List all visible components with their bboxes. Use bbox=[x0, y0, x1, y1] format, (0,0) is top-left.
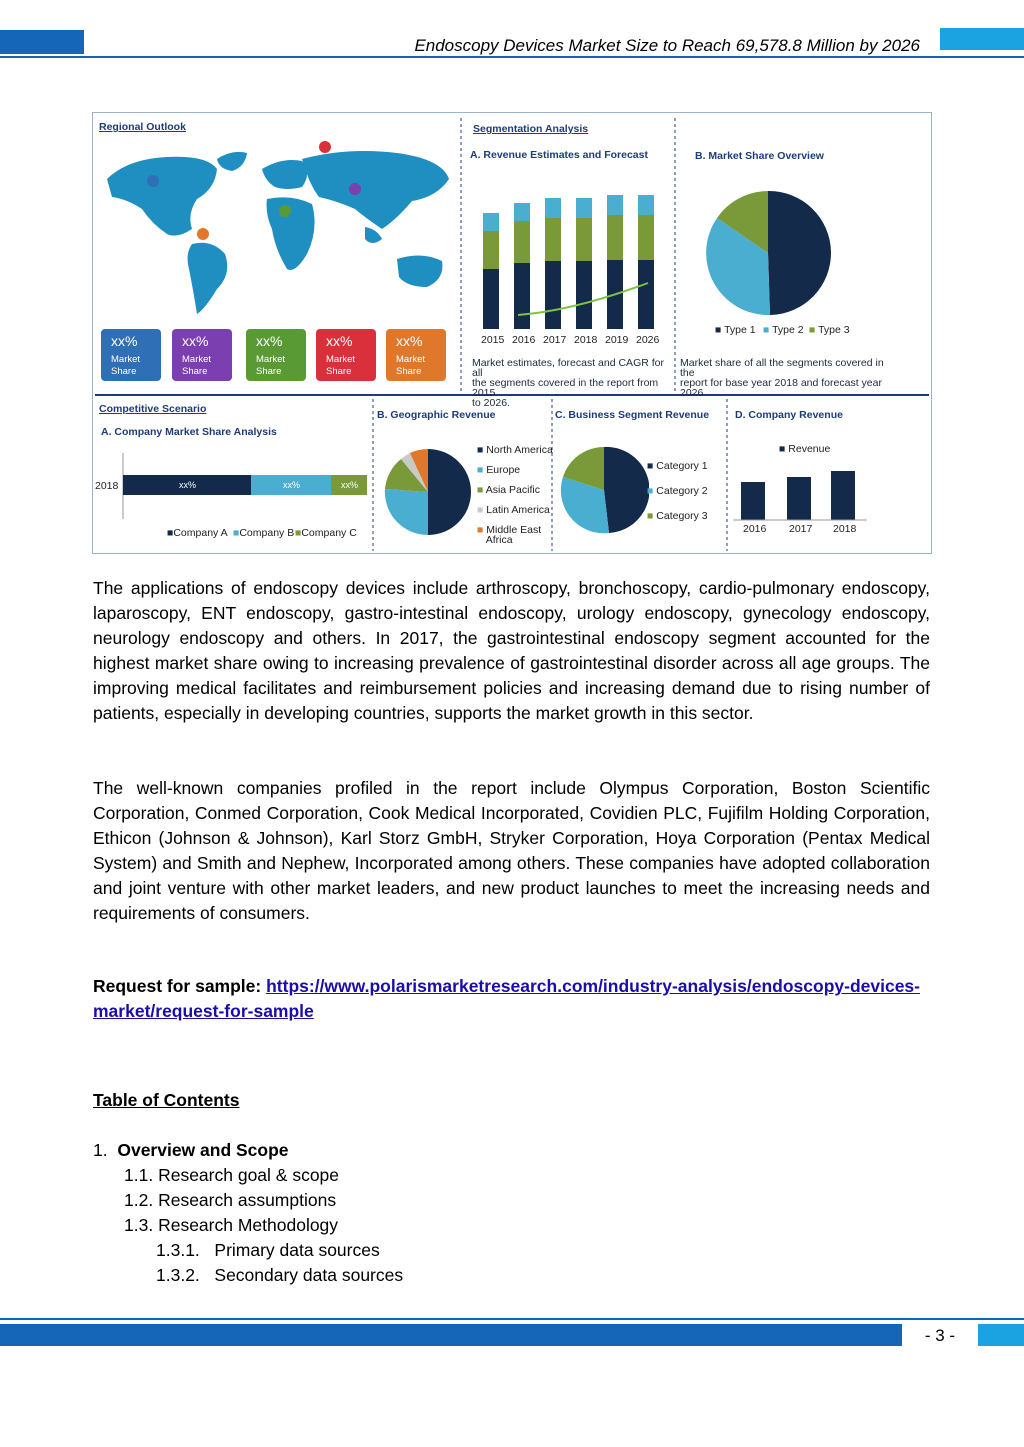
note-line: Market estimates, forecast and CAGR for all bbox=[472, 357, 664, 379]
legend-label: Africa bbox=[485, 534, 513, 546]
market-share-card bbox=[101, 329, 161, 381]
company-revenue-bars bbox=[733, 458, 873, 528]
legend-label: Asia Pacific bbox=[485, 484, 540, 496]
company-legend-c: ■Company C bbox=[295, 527, 357, 539]
request-label: Request for sample: bbox=[93, 976, 267, 996]
year-label: 2018 bbox=[574, 334, 598, 346]
legend-label: Latin America bbox=[486, 504, 550, 516]
business-legend bbox=[647, 454, 708, 529]
toc-title: Table of Contents bbox=[93, 1090, 240, 1110]
revenue-estimates-title: A. Revenue Estimates and Forecast bbox=[470, 149, 648, 161]
geo-legend-item: ■ North America bbox=[477, 444, 553, 456]
year-label: 2019 bbox=[605, 334, 629, 346]
legend-label: Company A bbox=[173, 527, 228, 539]
toc-item bbox=[124, 1213, 338, 1238]
regional-outlook-title: Regional Outlook bbox=[99, 121, 186, 133]
card-label: Market Share bbox=[326, 354, 356, 377]
infographic bbox=[92, 112, 932, 554]
toc-text: Primary data sources bbox=[214, 1240, 380, 1260]
legend-label: Company C bbox=[301, 527, 357, 539]
card-percent: xx% bbox=[326, 333, 353, 349]
toc-number: 1.3. bbox=[124, 1215, 154, 1235]
revenue-year-label: 2018 bbox=[833, 523, 857, 535]
geo-legend-item: ■ Europe bbox=[477, 464, 521, 476]
business-segment-pie bbox=[559, 445, 649, 535]
note-line: to 2026. bbox=[472, 397, 510, 409]
toc-item bbox=[93, 1138, 289, 1163]
company-a-value: xx% bbox=[179, 480, 197, 490]
paragraph-companies: The well-known companies profiled in the report include Olympus Corporation, Boston Scientific Corporation, Conmed Corporation, Cook Medical Incorporated, Covidien PLC, Fujifilm Holding Corporation, Ethicon (Johnson & Johnson), Karl Storz GmbH, Stryker Corporation, Hoya Corporation (Pentax Medical System) and Smith and Nephew, Incorporated among others. These companies have adopted collaboration and joint venture with other market leaders, and new product launches to meet the increasing needs and requirements of consumers. bbox=[93, 778, 930, 923]
toc-number: 1.2. bbox=[124, 1190, 154, 1210]
legend-label: Type 1 bbox=[724, 324, 756, 336]
toc-item bbox=[124, 1163, 339, 1188]
card-label: Market Share bbox=[256, 354, 286, 377]
company-share-bar bbox=[121, 453, 371, 523]
legend-label: Revenue bbox=[788, 443, 831, 455]
card-percent: xx% bbox=[182, 333, 209, 349]
note-line: report for base year 2018 and forecast year bbox=[680, 377, 882, 389]
market-share-card bbox=[172, 329, 232, 381]
card-percent: xx% bbox=[256, 333, 283, 349]
page-number: - 3 - bbox=[924, 1326, 956, 1345]
market-share-overview-title: B. Market Share Overview bbox=[695, 150, 824, 162]
geo-revenue-title: B. Geographic Revenue bbox=[377, 409, 496, 421]
legend-label: Europe bbox=[486, 464, 521, 476]
toc-text: Overview and Scope bbox=[117, 1140, 289, 1160]
header-bar-right bbox=[940, 28, 1024, 50]
bar-year-label: 2018 bbox=[95, 480, 119, 492]
share-legend-type3: ■ Type 3 bbox=[809, 324, 850, 336]
page-header-title: Endoscopy Devices Market Size to Reach 69,578.8 Million by 2026 bbox=[414, 36, 920, 55]
share-note bbox=[680, 358, 900, 398]
competitive-title: Competitive Scenario bbox=[99, 403, 207, 415]
toc-text: Research goal & scope bbox=[158, 1165, 340, 1185]
legend-label: Category 2 bbox=[656, 485, 708, 497]
legend-label: Middle East bbox=[486, 524, 542, 536]
card-percent: xx% bbox=[396, 333, 423, 349]
card-percent: xx% bbox=[111, 333, 138, 349]
legend-label: Type 2 bbox=[772, 324, 804, 336]
geo-revenue-pie bbox=[383, 447, 473, 537]
year-label: 2015 bbox=[481, 334, 505, 346]
business-legend-item: ■ Category 1 bbox=[647, 460, 708, 472]
business-legend-item: ■ Category 2 bbox=[647, 485, 708, 497]
market-share-card bbox=[386, 329, 446, 381]
revenue-year-label: 2017 bbox=[789, 523, 813, 535]
toc-text: Research assumptions bbox=[158, 1190, 337, 1210]
geo-legend-item: ■ Latin America bbox=[477, 504, 550, 516]
note-line: 2026 bbox=[680, 387, 704, 399]
share-legend-type1: ■ Type 1 bbox=[715, 324, 756, 336]
revenue-year-label: 2016 bbox=[743, 523, 767, 535]
geo-legend-item: ■ Middle East Africa bbox=[477, 524, 542, 546]
toc-item bbox=[124, 1188, 336, 1213]
note-line: the segments covered in the report from 2015 bbox=[472, 377, 659, 399]
footer-bar-left bbox=[0, 1324, 902, 1346]
market-share-card bbox=[316, 329, 376, 381]
market-share-card bbox=[246, 329, 306, 381]
header-bar-left bbox=[0, 30, 84, 54]
business-legend-item: ■ Category 3 bbox=[647, 510, 708, 522]
toc-text: Research Methodology bbox=[158, 1215, 339, 1235]
bar-group bbox=[483, 195, 654, 329]
legend-label: Category 1 bbox=[656, 460, 708, 472]
paragraph-applications: The applications of endoscopy devices include arthroscopy, bronchoscopy, cardio-pulmonary endoscopy, laparoscopy, ENT endoscopy, gastro-intestinal endoscopy, urology endoscopy, gynecology endoscopy, neurology endoscopy and others. In 2017, the gastrointestinal endoscopy segment accounted for the highest market share owing to increasing prevalence of gastrointestinal disorder across all age groups. The improving medical facilitates and reimbursement policies and increasing demand due to rising number of patients, especially in developing countries, supports the market growth in this sector. bbox=[93, 578, 930, 723]
company-legend-a: ■Company A bbox=[167, 527, 228, 539]
note-line: Market share of all the segments covered in the bbox=[680, 357, 884, 379]
company-revenue-title: D. Company Revenue bbox=[735, 409, 843, 421]
toc-number: 1.1. bbox=[124, 1165, 154, 1185]
revenue-stacked-bars bbox=[473, 183, 673, 333]
revenue-note bbox=[472, 358, 672, 408]
toc-item bbox=[156, 1263, 403, 1288]
market-share-pie bbox=[703, 188, 833, 318]
legend-label: Company B bbox=[239, 527, 295, 539]
segmentation-title: Segmentation Analysis bbox=[473, 123, 589, 135]
request-sample bbox=[93, 974, 930, 1024]
year-label: 2017 bbox=[543, 334, 567, 346]
world-map bbox=[97, 139, 457, 319]
company-b-value: xx% bbox=[283, 480, 301, 490]
company-c-value: xx% bbox=[341, 480, 359, 490]
business-segment-title: C. Business Segment Revenue bbox=[555, 409, 710, 421]
request-sample-link[interactable]: https://www.polarismarketresearch.com/industry-analysis/endoscopy-devices-market/request-for-sample bbox=[93, 976, 920, 1021]
company-revenue-legend: ■ Revenue bbox=[779, 443, 831, 455]
year-label: 2026 bbox=[636, 334, 660, 346]
company-share-title: A. Company Market Share Analysis bbox=[101, 426, 277, 438]
toc-item bbox=[156, 1238, 380, 1263]
footer-rule bbox=[0, 1318, 1024, 1320]
share-legend-type2: ■ Type 2 bbox=[763, 324, 804, 336]
year-label: 2016 bbox=[512, 334, 536, 346]
card-label: Market Share bbox=[396, 354, 426, 377]
geo-legend bbox=[477, 440, 553, 545]
company-legend-b: ■Company B bbox=[233, 527, 295, 539]
toc-number: 1.3.1. bbox=[156, 1240, 200, 1260]
geo-legend-item: ■ Asia Pacific bbox=[477, 484, 540, 496]
card-label: Market Share bbox=[182, 354, 212, 377]
footer-bar-right bbox=[978, 1324, 1024, 1346]
header-rule bbox=[0, 56, 1024, 58]
toc-text: Secondary data sources bbox=[214, 1265, 404, 1285]
legend-label: North America bbox=[486, 444, 553, 456]
card-label: Market Share bbox=[111, 354, 141, 377]
legend-label: Category 3 bbox=[656, 510, 708, 522]
toc-number: 1. bbox=[93, 1140, 108, 1160]
legend-label: Type 3 bbox=[818, 324, 850, 336]
toc-number: 1.3.2. bbox=[156, 1265, 200, 1285]
